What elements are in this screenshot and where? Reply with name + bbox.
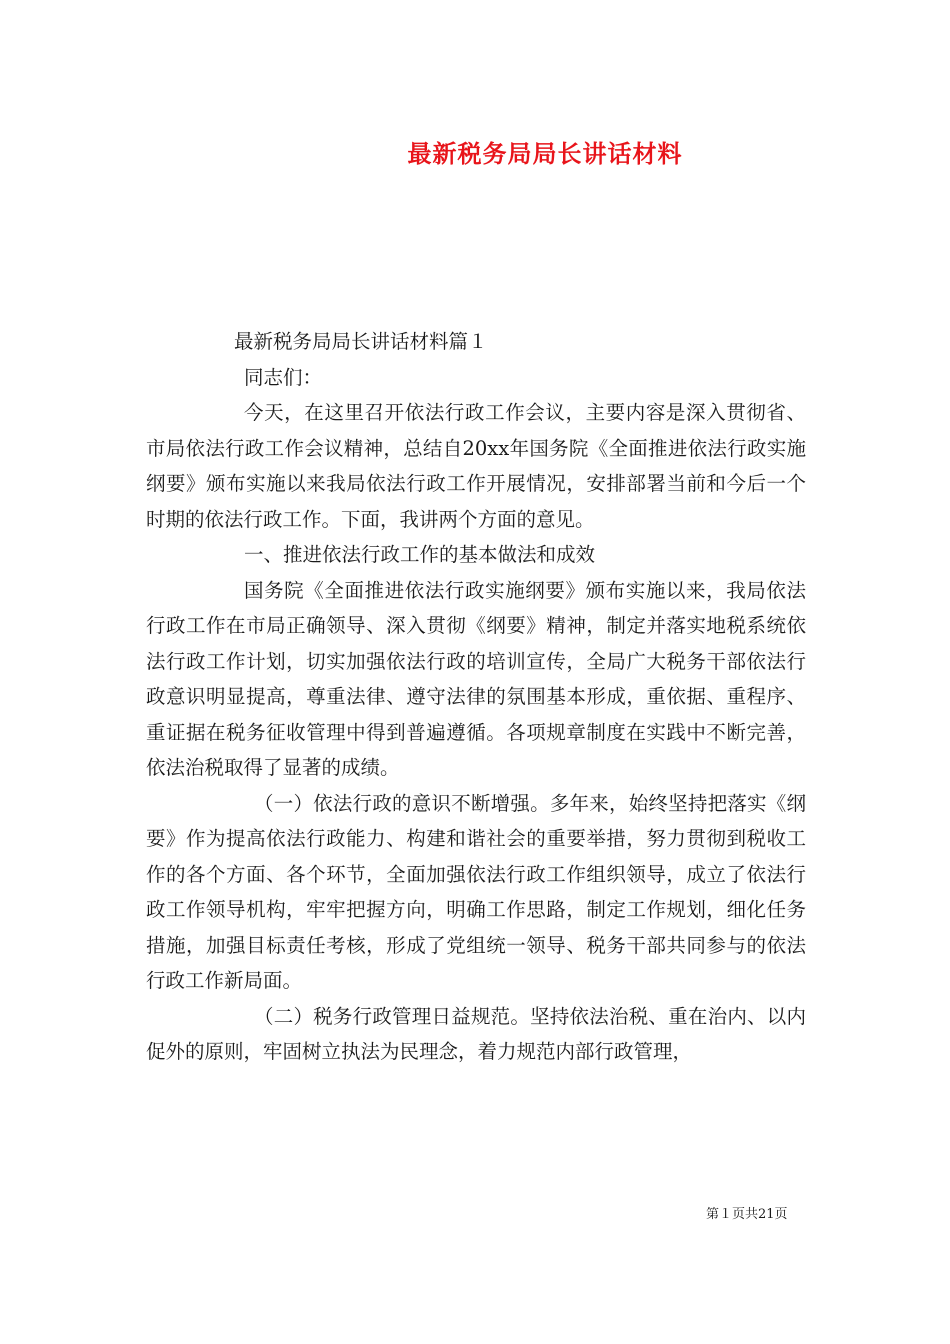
paragraph-intro: 今天，在这里召开依法行政工作会议，主要内容是深入贯彻省、市局依法行政工作会议精神，总结自20xx年国务院《全面推进依法行政实施纲要》颁布实施以来我局依法行政工作开展情况，安排部署当前和今后一个时期的依法行政工作。下面，我讲两个方面的意见。: [146, 401, 806, 531]
document-title: 最新税务局局长讲话材料: [407, 139, 683, 168]
subheading-one: 一、推进依法行政工作的基本做法和成效: [244, 543, 596, 566]
section-heading: 最新税务局局长讲话材料篇１: [234, 330, 488, 353]
paragraph-point-one: （一）依法行政的意识不断增强。多年来，始终坚持把落实《纲要》作为提高依法行政能力、构建和谐社会的重要举措，努力贯彻到税收工作的各个方面、各个环节，全面加强依法行政工作组织领导，成立了依法行政工作领导机构，牢牢把握方向，明确工作思路，制定工作规划，细化任务措施，加强目标责任考核，形成了党组统一领导、税务干部共同参与的依法行政工作新局面。: [146, 791, 806, 992]
greeting: 同志们：: [244, 365, 323, 389]
paragraph-overview: 国务院《全面推进依法行政实施纲要》颁布实施以来，我局依法行政工作在市局正确领导、深入贯彻《纲要》精神，制定并落实地税系统依法行政工作计划，切实加强依法行政的培训宣传，全局广大税务干部依法行政意识明显提高，尊重法律、遵守法律的氛围基本形成，重依据、重程序、重证据在税务征收管理中得到普遍遵循。各项规章制度在实践中不断完善，依法治税取得了显著的成绩。: [146, 578, 806, 779]
document-body: [146, 324, 806, 1070]
paragraph-point-two: （二）税务行政管理日益规范。坚持依法治税、重在治内、以内促外的原则，牢固树立执法为民理念，着力规范内部行政管理，: [146, 1004, 806, 1063]
page-number: 第１页共21页: [706, 1207, 788, 1222]
